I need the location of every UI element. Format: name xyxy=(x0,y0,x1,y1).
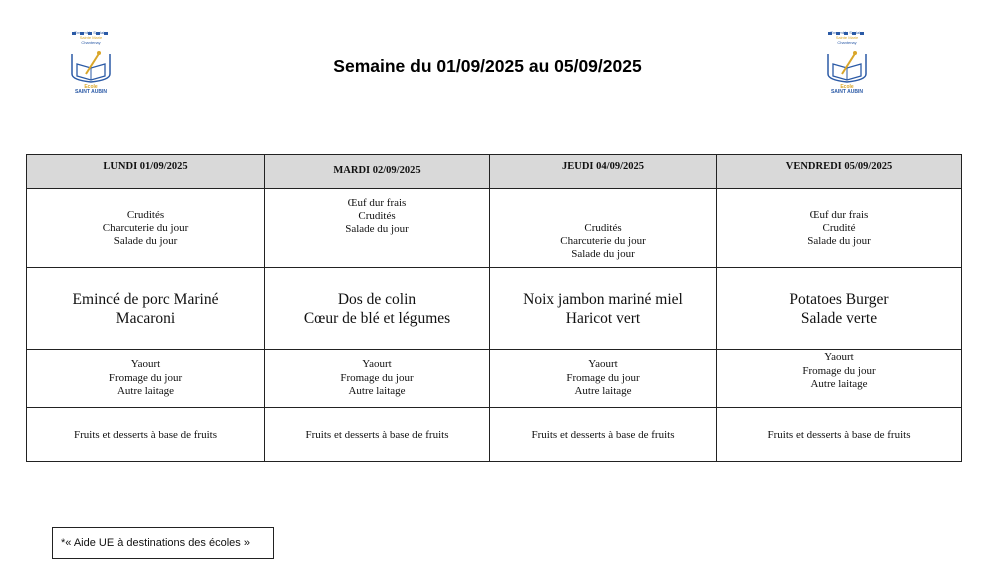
main-course-row xyxy=(27,268,962,350)
main-course-cell: Emincé de porc Mariné Macaroni xyxy=(27,268,265,350)
dairy-cell: Yaourt Fromage du jour Autre laitage xyxy=(717,350,962,408)
day-header-friday: VENDREDI 05/09/2025 xyxy=(717,155,962,189)
main-course-cell: Potatoes Burger Salade verte xyxy=(717,268,962,350)
logo-bottom-text: Ecole SAINT AUBIN xyxy=(74,84,108,95)
dessert-cell: Fruits et desserts à base de fruits xyxy=(265,408,490,462)
dairy-cell: Yaourt Fromage du jour Autre laitage xyxy=(265,350,490,408)
dairy-cell: Yaourt Fromage du jour Autre laitage xyxy=(490,350,717,408)
logo-bottom-text: Ecole SAINT AUBIN xyxy=(830,84,864,95)
starter-cell: Œuf dur frais Crudité Salade du jour xyxy=(717,189,962,268)
day-header-thursday: JEUDI 04/09/2025 xyxy=(490,155,717,189)
starter-cell: Crudités Charcuterie du jour Salade du jour xyxy=(27,189,265,268)
dessert-cell: Fruits et desserts à base de fruits xyxy=(490,408,717,462)
day-header-monday: LUNDI 01/09/2025 xyxy=(27,155,265,189)
main-course-cell: Dos de colin Cœur de blé et légumes xyxy=(265,268,490,350)
page-title: Semaine du 01/09/2025 au 05/09/2025 xyxy=(333,56,642,76)
main-course-cell: Noix jambon mariné miel Haricot vert xyxy=(490,268,717,350)
dairy-cell: Yaourt Fromage du jour Autre laitage xyxy=(27,350,265,408)
starter-cell: Crudités Charcuterie du jour Salade du jour xyxy=(490,189,717,268)
dessert-row xyxy=(27,408,962,462)
table-header-row xyxy=(27,155,962,189)
logo-top-text: Ensemble Scolaire Sainte Marie Chantenay xyxy=(830,30,864,45)
dessert-cell: Fruits et desserts à base de fruits xyxy=(717,408,962,462)
day-header-tuesday: MARDI 02/09/2025 xyxy=(265,155,490,189)
starter-row xyxy=(27,189,962,268)
eu-aid-note: *« Aide UE à destinations des écoles » xyxy=(52,527,274,559)
weekly-menu-table xyxy=(26,154,962,462)
dairy-row xyxy=(27,350,962,408)
starter-cell: Œuf dur frais Crudités Salade du jour xyxy=(265,189,490,268)
dessert-cell: Fruits et desserts à base de fruits xyxy=(27,408,265,462)
logo-top-text: Ensemble Scolaire Sainte Marie Chantenay xyxy=(74,30,108,45)
